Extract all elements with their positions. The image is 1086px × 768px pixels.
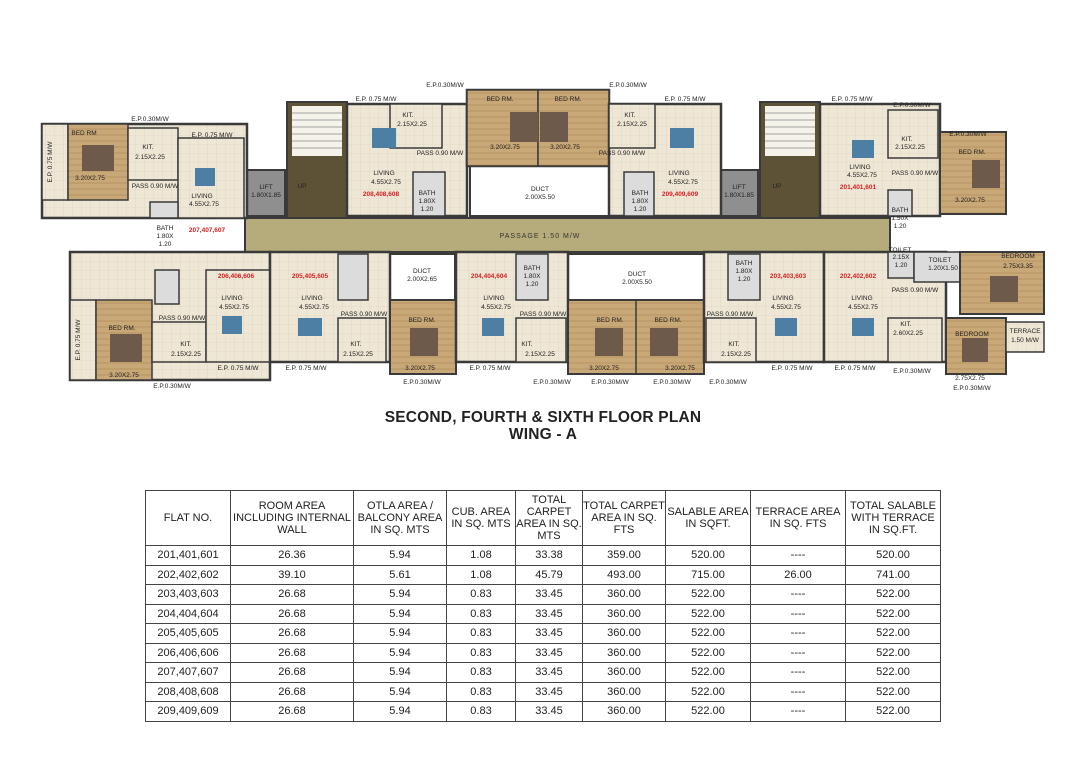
flat-203: [704, 252, 824, 372]
room-label: LIVING: [851, 295, 873, 302]
room-size: 1.20: [525, 281, 539, 288]
ep-label: E.P.0.30M/W: [949, 131, 987, 138]
table-cell: 493.00: [583, 565, 666, 585]
room-size: 1.20: [894, 262, 908, 269]
table-cell: 522.00: [666, 624, 751, 644]
room-size: 2.15X2.25: [525, 351, 555, 358]
table-cell: 360.00: [583, 585, 666, 605]
room-size: 4.55X2.75: [668, 179, 698, 186]
room-size: 1.50X: [891, 215, 909, 222]
room-size: 4.55X2.75: [371, 179, 401, 186]
ep-label: E.P.0.30M/W: [893, 102, 931, 109]
wing-title: WING - A: [508, 426, 578, 443]
flat-number: 206,406,606: [217, 273, 255, 280]
room-label: KIT.: [402, 112, 414, 119]
staircase-right: [760, 102, 820, 218]
room-label: BED RM.: [408, 317, 436, 324]
room-size: 2.60X2.25: [893, 330, 923, 337]
table-cell: 522.00: [666, 585, 751, 605]
table-row: [146, 624, 941, 644]
table-cell: 715.00: [666, 565, 751, 585]
col-salable: SALABLE AREA IN SQFT.: [666, 491, 751, 546]
ep-label: E.P.0.30M/W: [403, 379, 441, 386]
room-size: 3.20X2.75: [550, 144, 580, 151]
table-cell: 520.00: [666, 546, 751, 566]
col-carpet-mts: TOTAL CARPET AREA IN SQ. MTS: [516, 491, 583, 546]
table-cell: 33.45: [516, 682, 583, 702]
flat-number: 204,404,604: [470, 273, 508, 280]
room-label: KIT.: [180, 341, 192, 348]
table-cell: 522.00: [846, 624, 941, 644]
table-cell: 522.00: [666, 663, 751, 683]
staircase-left: [287, 102, 347, 218]
table-cell: 5.94: [354, 643, 447, 663]
col-terrace: TERRACE AREA IN SQ. FTS: [751, 491, 846, 546]
table-cell: 741.00: [846, 565, 941, 585]
table-cell: 206,406,606: [146, 643, 231, 663]
room-size: 3.20X2.75: [75, 175, 105, 182]
room-size: 2.75X2.75: [955, 375, 985, 382]
table-cell: 0.83: [447, 702, 516, 722]
table-cell: 33.45: [516, 702, 583, 722]
table-row: [146, 682, 941, 702]
ep-label: E.P. 0.75 M/W: [831, 96, 873, 103]
room-size: 4.55X2.75: [299, 304, 329, 311]
table-cell: 360.00: [583, 663, 666, 683]
table-cell: 33.45: [516, 585, 583, 605]
pass-label: PASS 0.90 M/W: [340, 311, 388, 318]
plan-title: SECOND, FOURTH & SIXTH FLOOR PLAN: [384, 409, 702, 426]
room-label: BED RM.: [554, 96, 582, 103]
ep-label: E.P. 0.75 M/W: [834, 365, 876, 372]
table-cell: 0.83: [447, 585, 516, 605]
room-size: 2.15X2.25: [397, 121, 427, 128]
table-cell: 522.00: [846, 663, 941, 683]
table-cell: 26.68: [231, 702, 354, 722]
table-cell: 203,403,603: [146, 585, 231, 605]
table-cell: 522.00: [666, 604, 751, 624]
lift-size: 1.80X1.85: [251, 192, 281, 199]
room-label: BED RM.: [596, 317, 624, 324]
room-label: BED RM.: [108, 325, 136, 332]
room-size: 3.20X2.75: [490, 144, 520, 151]
room-label: LIVING: [301, 295, 323, 302]
ep-label: E.P.0.30M/W: [893, 368, 931, 375]
col-room-area: ROOM AREA INCLUDING INTERNAL WALL: [231, 491, 354, 546]
room-label: BATH: [523, 265, 541, 272]
room-label: TOILET: [888, 247, 912, 254]
ep-label: E.P.0.30M/W: [131, 116, 169, 123]
room-size: 3.20X2.75: [589, 365, 619, 372]
table-cell: 520.00: [846, 546, 941, 566]
table-cell: 1.08: [447, 546, 516, 566]
room-label: LIVING: [373, 170, 395, 177]
room-label: LIVING: [668, 170, 690, 177]
stair-up-label: UP: [772, 183, 782, 190]
flat-208: [347, 96, 467, 216]
pass-label: PASS 0.90 M/W: [519, 311, 567, 318]
room-label: LIVING: [849, 164, 871, 171]
table-cell: 5.94: [354, 702, 447, 722]
room-size: 2.15X2.25: [617, 121, 647, 128]
lift-label: LIFT: [732, 184, 746, 191]
room-label: BEDROOM: [955, 331, 989, 338]
room-label: KIT.: [901, 136, 913, 143]
stair-up-label: UP: [297, 183, 307, 190]
room-label: TERRACE: [1009, 328, 1041, 335]
room-label: KIT.: [350, 341, 362, 348]
table-cell: 5.94: [354, 663, 447, 683]
room-label: BATH: [631, 190, 649, 197]
room-size: 1.80X: [735, 268, 753, 275]
room-size: 4.55X2.75: [481, 304, 511, 311]
ep-label: E.P.0.30M/W: [426, 82, 464, 89]
lift-left: [247, 170, 285, 216]
flat-number: 209,409,609: [661, 191, 699, 198]
pass-label: PASS 0.90 M/W: [158, 315, 206, 322]
room-size: 1.80X: [631, 198, 649, 205]
flat-202: [824, 247, 1044, 392]
room-size: 2.15X2.25: [895, 144, 925, 151]
ep-label: E.P. 0.75 M/W: [191, 132, 233, 139]
table-cell: 522.00: [846, 702, 941, 722]
table-cell: 0.83: [447, 604, 516, 624]
ep-label: E.P.0.30M/W: [953, 385, 991, 392]
flat-number: 201,401,601: [839, 184, 877, 191]
table-cell: 0.83: [447, 663, 516, 683]
room-label: KIT.: [521, 341, 533, 348]
table-cell: 359.00: [583, 546, 666, 566]
room-size: 1.80X: [156, 233, 174, 240]
flat-number: 207,407,607: [188, 227, 226, 234]
table-cell: ----: [751, 663, 846, 683]
pass-label: PASS 0.90 M/W: [598, 150, 646, 157]
table-cell: 209,409,609: [146, 702, 231, 722]
ep-label: E.P. 0.75 M/W: [285, 365, 327, 372]
table-cell: 39.10: [231, 565, 354, 585]
flat-207: [42, 116, 247, 248]
table-row: [146, 565, 941, 585]
ep-label: E.P. 0.75 M/W: [217, 365, 259, 372]
table-cell: 5.61: [354, 565, 447, 585]
table-row: [146, 546, 941, 566]
flat-number: 203,403,603: [769, 273, 807, 280]
room-label: BATH: [891, 207, 909, 214]
room-label: LIVING: [772, 295, 794, 302]
table-cell: 522.00: [846, 682, 941, 702]
bedroom-205: [390, 300, 456, 386]
duct-label: DUCT: [627, 271, 647, 278]
room-label: BATH: [418, 190, 436, 197]
room-size: 1.20: [737, 276, 751, 283]
table-cell: 207,407,607: [146, 663, 231, 683]
room-size: 3.20X2.75: [405, 365, 435, 372]
table-cell: 26.68: [231, 643, 354, 663]
room-size: 1.20X1.50: [928, 265, 958, 272]
table-cell: ----: [751, 624, 846, 644]
room-size: 3.20X2.75: [665, 365, 695, 372]
table-row: [146, 663, 941, 683]
room-size: 2.15X2.25: [721, 351, 751, 358]
table-cell: 0.83: [447, 682, 516, 702]
table-cell: 522.00: [666, 702, 751, 722]
table-cell: 5.94: [354, 546, 447, 566]
room-size: 4.55X2.75: [219, 304, 249, 311]
room-label: LIVING: [191, 193, 213, 200]
table-row: [146, 702, 941, 722]
table-cell: 26.36: [231, 546, 354, 566]
room-size: 1.50 M/W: [1011, 337, 1039, 344]
room-size: 4.55X2.75: [771, 304, 801, 311]
table-cell: ----: [751, 546, 846, 566]
table-row: [146, 604, 941, 624]
flat-205: [270, 252, 390, 372]
table-cell: 5.94: [354, 624, 447, 644]
table-cell: ----: [751, 702, 846, 722]
table-cell: 360.00: [583, 682, 666, 702]
ep-label: E.P. 0.75 M/W: [75, 319, 82, 361]
table-cell: 208,408,608: [146, 682, 231, 702]
lift-size: 1.80X1.85: [724, 192, 754, 199]
table-cell: 26.68: [231, 624, 354, 644]
room-size: 2.75X3.35: [1003, 263, 1033, 270]
table-cell: 33.45: [516, 604, 583, 624]
ep-label: E.P.0.30M/W: [533, 379, 571, 386]
table-cell: 522.00: [666, 682, 751, 702]
flat-209: [599, 96, 721, 216]
duct-top: [470, 166, 610, 216]
room-size: 1.20: [633, 206, 647, 213]
ep-label: E.P.0.30M/W: [709, 379, 747, 386]
room-size: 1.20: [420, 206, 434, 213]
pass-label: PASS 0.90 M/W: [891, 287, 939, 294]
col-cub-area: CUB. AREA IN SQ. MTS: [447, 491, 516, 546]
room-label: BED RM.: [654, 317, 682, 324]
area-table: [145, 490, 941, 722]
table-cell: 360.00: [583, 702, 666, 722]
table-cell: 26.68: [231, 585, 354, 605]
table-cell: 26.68: [231, 663, 354, 683]
room-label: BED RM.: [958, 149, 986, 156]
room-size: 2.15X2.25: [135, 154, 165, 161]
table-cell: 1.08: [447, 565, 516, 585]
flat-number: 208,408,608: [362, 191, 400, 198]
room-size: 4.55X2.75: [847, 172, 877, 179]
room-label: BED RM: [71, 130, 97, 137]
duct-label: DUCT: [530, 186, 550, 193]
room-size: 2.15X: [892, 254, 910, 261]
table-cell: 5.94: [354, 682, 447, 702]
flat-204: [456, 252, 568, 372]
flat-206: [70, 252, 270, 390]
table-cell: 522.00: [846, 585, 941, 605]
room-label: BATH: [156, 225, 174, 232]
table-cell: 33.45: [516, 643, 583, 663]
duct-label: DUCT: [412, 268, 432, 275]
table-cell: ----: [751, 585, 846, 605]
pass-label: PASS 0.90 M/W: [131, 183, 179, 190]
pass-label: PASS 0.90 M/W: [891, 170, 939, 177]
room-label: BEDROOM: [1001, 253, 1035, 260]
table-cell: 522.00: [846, 604, 941, 624]
room-label: BATH: [735, 260, 753, 267]
col-total-salable: TOTAL SALABLE WITH TERRACE IN SQ.FT.: [846, 491, 941, 546]
col-otla-area: OTLA AREA / BALCONY AREA IN SQ. MTS: [354, 491, 447, 546]
table-cell: 33.45: [516, 624, 583, 644]
table-header-row: [146, 491, 941, 546]
room-size: 1.20: [158, 241, 172, 248]
room-label: LIVING: [483, 295, 505, 302]
table-cell: 26.68: [231, 682, 354, 702]
room-size: 4.55X2.75: [189, 201, 219, 208]
table-cell: 45.79: [516, 565, 583, 585]
table-row: [146, 585, 941, 605]
room-label: KIT.: [728, 341, 740, 348]
room-size: 2.15X2.25: [343, 351, 373, 358]
table-cell: 360.00: [583, 604, 666, 624]
ep-label: E.P. 0.75 M/W: [664, 96, 706, 103]
room-size: 2.15X2.25: [171, 351, 201, 358]
room-size: 3.20X2.75: [109, 372, 139, 379]
room-size: 4.55X2.75: [848, 304, 878, 311]
room-size: 1.20: [893, 223, 907, 230]
table-cell: 360.00: [583, 624, 666, 644]
table-cell: 5.94: [354, 585, 447, 605]
ep-label: E.P. 0.75 M/W: [771, 365, 813, 372]
table-cell: 0.83: [447, 643, 516, 663]
lift-label: LIFT: [259, 184, 273, 191]
table-row: [146, 643, 941, 663]
room-label: KIT.: [624, 112, 636, 119]
table-cell: 360.00: [583, 643, 666, 663]
table-cell: 522.00: [666, 643, 751, 663]
ep-label: E.P.0.30M/W: [153, 383, 191, 390]
room-size: 1.80X: [523, 273, 541, 280]
table-cell: 26.68: [231, 604, 354, 624]
ep-label: E.P.0.30M/W: [591, 379, 629, 386]
room-label: KIT.: [900, 321, 912, 328]
table-cell: 202,402,602: [146, 565, 231, 585]
table-cell: 201,401,601: [146, 546, 231, 566]
table-cell: 205,405,605: [146, 624, 231, 644]
duct-size: 2.00X2.65: [407, 276, 437, 283]
table-cell: 26.00: [751, 565, 846, 585]
room-size: 1.80X: [418, 198, 436, 205]
table-cell: ----: [751, 682, 846, 702]
col-carpet-fts: TOTAL CARPET AREA IN SQ. FTS: [583, 491, 666, 546]
passage-label: PASSAGE 1.50 M/W: [499, 233, 581, 240]
duct-size: 2.00X5.50: [622, 279, 652, 286]
ep-label: E.P. 0.75 M/W: [469, 365, 511, 372]
room-label: BED RM.: [486, 96, 514, 103]
table-cell: 5.94: [354, 604, 447, 624]
flat-201: [820, 96, 1006, 230]
duct-bottom-left: [390, 254, 455, 300]
ep-label: E.P.0.30M/W: [653, 379, 691, 386]
room-size: 3.20X2.75: [955, 197, 985, 204]
duct-bottom-right: [568, 254, 706, 300]
col-flat-no: FLAT NO.: [146, 491, 231, 546]
table-cell: 204,404,604: [146, 604, 231, 624]
table-cell: ----: [751, 643, 846, 663]
room-label: LIVING: [221, 295, 243, 302]
room-label: TOILET: [928, 257, 952, 264]
duct-size: 2.00X5.50: [525, 194, 555, 201]
flat-number: 205,405,605: [291, 273, 329, 280]
table-cell: 33.38: [516, 546, 583, 566]
table-cell: 33.45: [516, 663, 583, 683]
ep-label: E.P. 0.75 M/W: [47, 141, 54, 183]
table-cell: 0.83: [447, 624, 516, 644]
pass-label: PASS 0.90 M/W: [706, 311, 754, 318]
ep-label: E.P.0.30M/W: [609, 82, 647, 89]
pass-label: PASS 0.90 M/W: [416, 150, 464, 157]
lift-right: [720, 170, 758, 216]
table-cell: ----: [751, 604, 846, 624]
room-label: KIT.: [142, 144, 154, 151]
flat-number: 202,402,602: [839, 273, 877, 280]
ep-label: E.P. 0.75 M/W: [355, 96, 397, 103]
table-cell: 522.00: [846, 643, 941, 663]
